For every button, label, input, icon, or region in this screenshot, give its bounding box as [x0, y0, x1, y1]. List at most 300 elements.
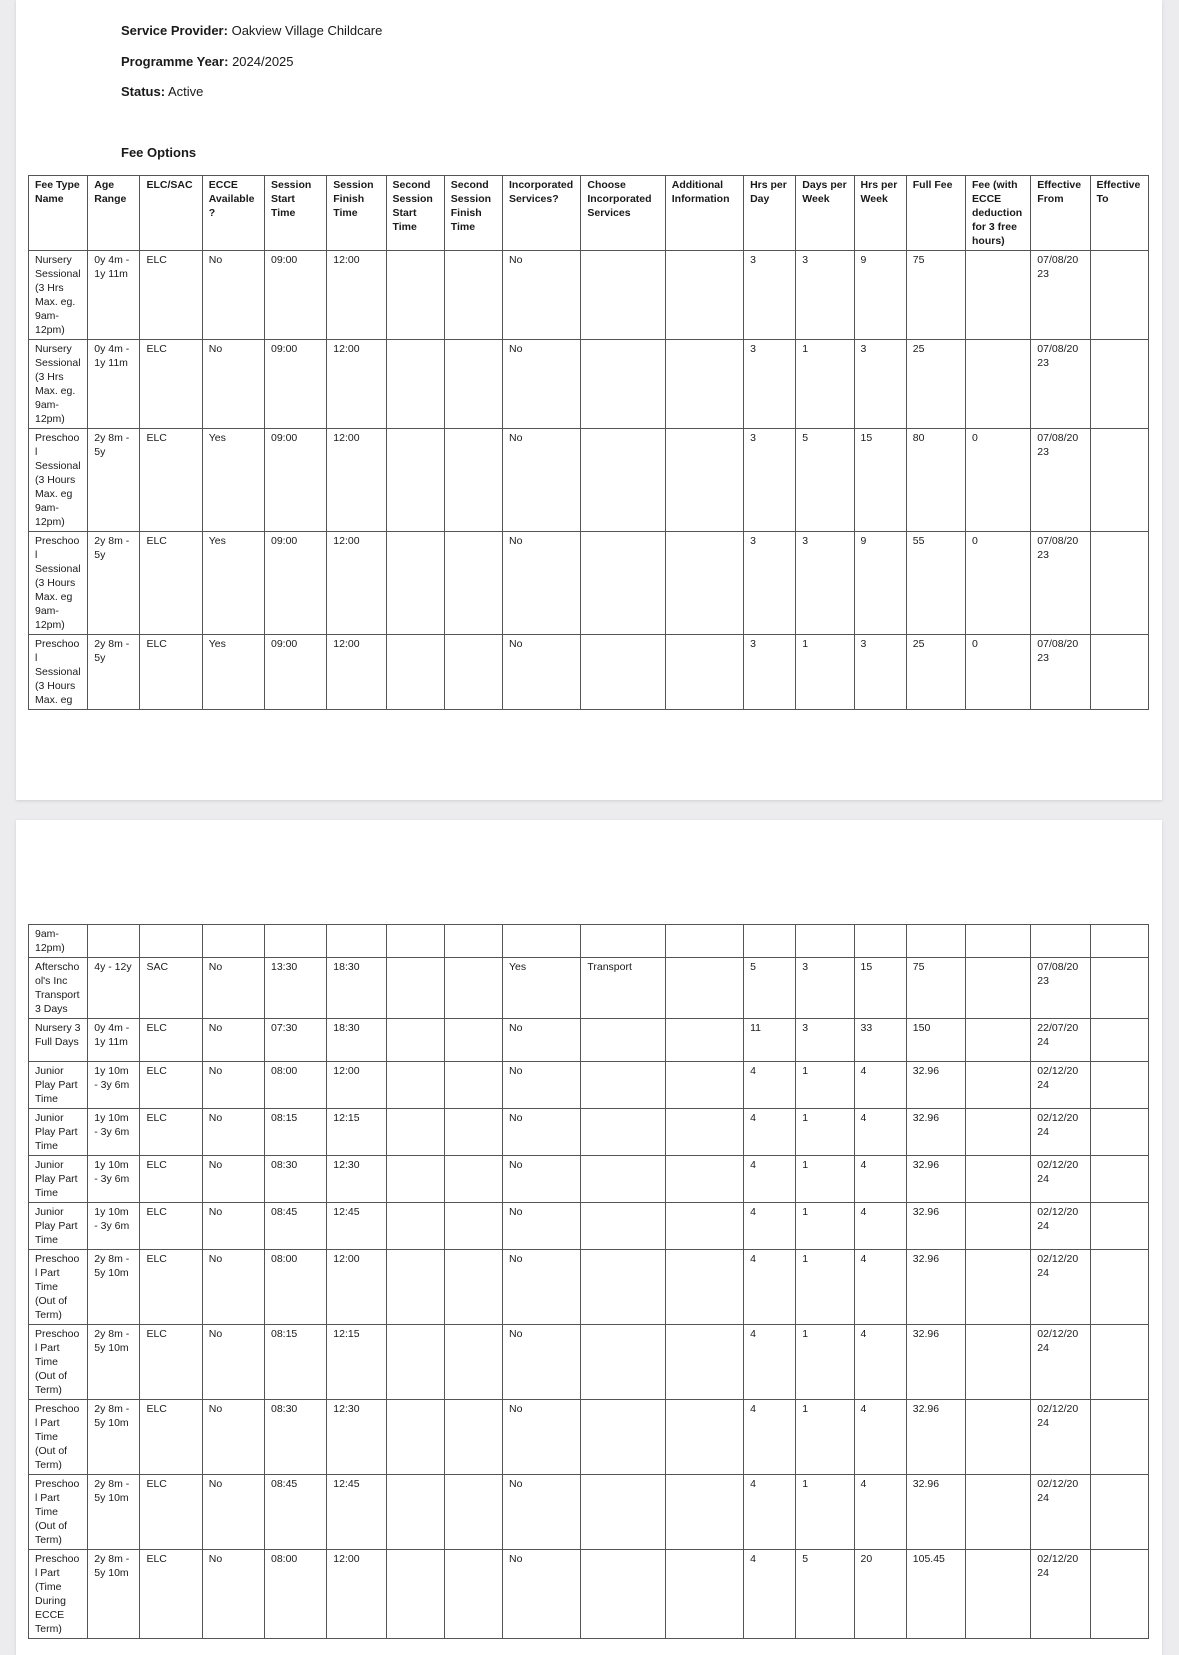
table-cell: No: [503, 251, 581, 340]
table-cell: [966, 1156, 1031, 1203]
table-cell: No: [202, 1400, 264, 1475]
table-cell: 32.96: [906, 1156, 965, 1203]
table-cell: 08:45: [265, 1475, 327, 1550]
table-cell: [444, 635, 502, 710]
table-cell: [327, 925, 386, 958]
table-cell: [665, 925, 743, 958]
table-cell: 1y 10m - 3y 6m: [88, 1203, 140, 1250]
table-cell: [1090, 1203, 1148, 1250]
table-cell: [966, 1475, 1031, 1550]
table-cell: 15: [854, 429, 906, 532]
column-header: Fee Type Name: [29, 176, 88, 251]
table-cell: 3: [796, 1019, 854, 1062]
table-cell: [444, 1203, 502, 1250]
table-cell: 1: [796, 340, 854, 429]
table-cell: 1y 10m - 3y 6m: [88, 1062, 140, 1109]
table-row: [29, 340, 1149, 429]
table-cell: No: [202, 1062, 264, 1109]
table-cell: [386, 1203, 444, 1250]
table-cell: 4: [744, 1400, 796, 1475]
table-cell: [581, 1550, 665, 1639]
table-cell: 1: [796, 1203, 854, 1250]
table-cell: [444, 1062, 502, 1109]
table-cell: 4: [744, 1325, 796, 1400]
table-row: [29, 1550, 1149, 1639]
table-cell: 25: [906, 635, 965, 710]
table-cell: 1: [796, 1400, 854, 1475]
table-cell: 13:30: [265, 958, 327, 1019]
table-cell: 0y 4m - 1y 11m: [88, 340, 140, 429]
column-header: ECCE Available ?: [202, 176, 264, 251]
column-header: Hrs per Week: [854, 176, 906, 251]
document-page-1: [16, 0, 1162, 800]
table-cell: [386, 1400, 444, 1475]
table-cell: 2y 8m - 5y: [88, 429, 140, 532]
table-cell: 32.96: [906, 1475, 965, 1550]
table-cell: 02/12/2024: [1031, 1550, 1090, 1639]
table-cell: 12:00: [327, 1062, 386, 1109]
table-cell: 2y 8m - 5y: [88, 532, 140, 635]
table-cell: ELC: [140, 532, 202, 635]
table-cell: 1y 10m - 3y 6m: [88, 1109, 140, 1156]
table-cell: [966, 1019, 1031, 1062]
table-cell: [966, 925, 1031, 958]
table-cell: 12:00: [327, 251, 386, 340]
table-cell: No: [503, 1325, 581, 1400]
table-cell: No: [503, 532, 581, 635]
table-cell: 0: [966, 532, 1031, 635]
service-provider-label: Service Provider:: [121, 23, 228, 38]
table-cell: [966, 1550, 1031, 1639]
table-cell: [444, 1475, 502, 1550]
table-cell: [1090, 1109, 1148, 1156]
table-cell: [444, 1250, 502, 1325]
table-cell: Nursery Sessional (3 Hrs Max. eg. 9am-12pm): [29, 340, 88, 429]
table-cell: 08:30: [265, 1156, 327, 1203]
fee-options-table-page-2: [28, 924, 1149, 1639]
table-row: [29, 1062, 1149, 1109]
column-header: Choose Incorporated Services: [581, 176, 665, 251]
table-cell: No: [503, 1156, 581, 1203]
table-cell: Nursery 3 Full Days: [29, 1019, 88, 1062]
table-cell: 12:00: [327, 1250, 386, 1325]
table-cell: No: [503, 1400, 581, 1475]
table-cell: No: [202, 1156, 264, 1203]
table-cell: [386, 251, 444, 340]
table-cell: [665, 1550, 743, 1639]
table-cell: 4: [744, 1062, 796, 1109]
table-cell: 12:30: [327, 1400, 386, 1475]
table-cell: [665, 1400, 743, 1475]
table-cell: [665, 1019, 743, 1062]
table-cell: [581, 340, 665, 429]
table-cell: [503, 925, 581, 958]
table-cell: No: [503, 1019, 581, 1062]
table-cell: 9: [854, 251, 906, 340]
column-header: Effective From: [1031, 176, 1090, 251]
table-cell: 1: [796, 635, 854, 710]
table-cell: 4: [854, 1109, 906, 1156]
table-cell: 105.45: [906, 1550, 965, 1639]
table-cell: 2y 8m - 5y 10m: [88, 1475, 140, 1550]
table-cell: 4: [854, 1250, 906, 1325]
table-cell: [854, 925, 906, 958]
table-cell: 09:00: [265, 532, 327, 635]
programme-year-line: [121, 54, 294, 69]
table-cell: 4: [854, 1325, 906, 1400]
table-cell: 3: [744, 251, 796, 340]
table-cell: [1090, 251, 1148, 340]
table-cell: 1: [796, 1109, 854, 1156]
table-cell: [386, 1250, 444, 1325]
table-cell: ELC: [140, 1062, 202, 1109]
table-cell: [966, 1400, 1031, 1475]
table-cell: [386, 925, 444, 958]
table-cell: [386, 1325, 444, 1400]
table-cell: [665, 1203, 743, 1250]
table-cell: Preschool Sessional (3 Hours Max. eg: [29, 635, 88, 710]
table-cell: [665, 1325, 743, 1400]
table-cell: 08:00: [265, 1062, 327, 1109]
table-cell: 32.96: [906, 1062, 965, 1109]
table-cell: [581, 1250, 665, 1325]
table-cell: 32.96: [906, 1250, 965, 1325]
table-cell: [966, 251, 1031, 340]
table-cell: 12:15: [327, 1109, 386, 1156]
table-cell: 09:00: [265, 340, 327, 429]
table-cell: 12:45: [327, 1203, 386, 1250]
table-cell: ELC: [140, 1400, 202, 1475]
table-cell: 02/12/2024: [1031, 1062, 1090, 1109]
table-cell: 3: [796, 532, 854, 635]
table-cell: 18:30: [327, 958, 386, 1019]
table-cell: [386, 1475, 444, 1550]
column-header: ELC/SAC: [140, 176, 202, 251]
table-cell: 0y 4m - 1y 11m: [88, 251, 140, 340]
table-cell: 25: [906, 340, 965, 429]
table-cell: [581, 1019, 665, 1062]
table-cell: No: [503, 1550, 581, 1639]
table-cell: [1090, 532, 1148, 635]
fee-options-table-page-1: [28, 175, 1149, 710]
table-cell: 3: [854, 635, 906, 710]
table-row: [29, 1019, 1149, 1062]
table-cell: 07/08/2023: [1031, 635, 1090, 710]
table-cell: [140, 925, 202, 958]
table-cell: 12:00: [327, 1550, 386, 1639]
table-cell: 0: [966, 429, 1031, 532]
table-cell: 08:00: [265, 1550, 327, 1639]
table-cell: No: [202, 251, 264, 340]
table-cell: 3: [744, 635, 796, 710]
table-cell: 3: [744, 429, 796, 532]
table-cell: [1090, 429, 1148, 532]
table-cell: [665, 1109, 743, 1156]
table-cell: ELC: [140, 1250, 202, 1325]
table-cell: No: [202, 340, 264, 429]
column-header: Days per Week: [796, 176, 854, 251]
table-cell: No: [202, 1550, 264, 1639]
table-cell: 02/12/2024: [1031, 1203, 1090, 1250]
table-cell: 1: [796, 1475, 854, 1550]
table-cell: [581, 1062, 665, 1109]
table-cell: [581, 925, 665, 958]
table-cell: [386, 1062, 444, 1109]
table-cell: 9: [854, 532, 906, 635]
table-cell: 08:15: [265, 1109, 327, 1156]
table-cell: [1090, 1400, 1148, 1475]
table-cell: 12:00: [327, 532, 386, 635]
table-cell: [444, 1019, 502, 1062]
table-cell: 08:15: [265, 1325, 327, 1400]
table-row: [29, 1325, 1149, 1400]
programme-year-label: Programme Year:: [121, 54, 229, 69]
table-cell: Junior Play Part Time: [29, 1156, 88, 1203]
table-cell: 11: [744, 1019, 796, 1062]
table-cell: [1090, 1062, 1148, 1109]
table-cell: [581, 1400, 665, 1475]
table-cell: 12:00: [327, 635, 386, 710]
table-cell: ELC: [140, 635, 202, 710]
table-cell: [444, 340, 502, 429]
table-cell: [444, 1325, 502, 1400]
table-cell: [202, 925, 264, 958]
table-cell: [665, 1250, 743, 1325]
column-header: Session Start Time: [265, 176, 327, 251]
table-cell: 07/08/2023: [1031, 532, 1090, 635]
table-cell: Preschool Part Time (Out of Term): [29, 1250, 88, 1325]
table-cell: 55: [906, 532, 965, 635]
table-cell: 4: [744, 1156, 796, 1203]
table-cell: [444, 925, 502, 958]
table-cell: 02/12/2024: [1031, 1475, 1090, 1550]
table-cell: [1090, 635, 1148, 710]
column-header: Incorporated Services?: [503, 176, 581, 251]
table-cell: 07/08/2023: [1031, 429, 1090, 532]
table-cell: 12:15: [327, 1325, 386, 1400]
table-cell: Preschool Part Time (Out of Term): [29, 1325, 88, 1400]
table-cell: 12:00: [327, 429, 386, 532]
table-row: [29, 532, 1149, 635]
table-cell: 2y 8m - 5y 10m: [88, 1550, 140, 1639]
table-cell: Transport: [581, 958, 665, 1019]
table-cell: [444, 958, 502, 1019]
table-cell: ELC: [140, 1156, 202, 1203]
table-cell: 5: [796, 1550, 854, 1639]
table-cell: 1: [796, 1062, 854, 1109]
table-cell: [1090, 1019, 1148, 1062]
table-cell: 5: [796, 429, 854, 532]
table-cell: 02/12/2024: [1031, 1109, 1090, 1156]
table-cell: [386, 532, 444, 635]
status-line: [121, 84, 203, 99]
column-header: Age Range: [88, 176, 140, 251]
table-cell: 75: [906, 251, 965, 340]
table-cell: 80: [906, 429, 965, 532]
table-cell: 4: [854, 1400, 906, 1475]
table-cell: [665, 1475, 743, 1550]
table-cell: Yes: [503, 958, 581, 1019]
table-cell: [966, 958, 1031, 1019]
table-cell: 2y 8m - 5y 10m: [88, 1325, 140, 1400]
document-page-2: [16, 820, 1162, 1655]
table-cell: 07:30: [265, 1019, 327, 1062]
table-cell: 12:00: [327, 340, 386, 429]
table-cell: 75: [906, 958, 965, 1019]
table-cell: 09:00: [265, 429, 327, 532]
table-cell: Preschool Part (Time During ECCE Term): [29, 1550, 88, 1639]
table-cell: ELC: [140, 251, 202, 340]
table-header-row: [29, 176, 1149, 251]
column-header: Hrs per Day: [744, 176, 796, 251]
table-cell: [581, 1325, 665, 1400]
table-cell: [444, 1400, 502, 1475]
table-cell: 20: [854, 1550, 906, 1639]
table-cell: [386, 958, 444, 1019]
table-cell: No: [503, 635, 581, 710]
table-cell: Yes: [202, 532, 264, 635]
table-cell: [581, 635, 665, 710]
table-cell: [581, 532, 665, 635]
table-cell: 3: [854, 340, 906, 429]
table-cell: 12:45: [327, 1475, 386, 1550]
table-cell: Preschool Part Time (Out of Term): [29, 1475, 88, 1550]
table-cell: [581, 251, 665, 340]
table-cell: [581, 1109, 665, 1156]
table-row: [29, 429, 1149, 532]
table-cell: 4: [744, 1550, 796, 1639]
table-cell: 150: [906, 1019, 965, 1062]
table-cell: 07/08/2023: [1031, 251, 1090, 340]
table-cell: [386, 1550, 444, 1639]
table-cell: SAC: [140, 958, 202, 1019]
table-cell: 18:30: [327, 1019, 386, 1062]
table-cell: 4: [744, 1250, 796, 1325]
table-cell: 0: [966, 635, 1031, 710]
table-cell: 32.96: [906, 1203, 965, 1250]
table-cell: 3: [796, 958, 854, 1019]
table-cell: [665, 1156, 743, 1203]
table-cell: 09:00: [265, 251, 327, 340]
table-cell: [1090, 1250, 1148, 1325]
table-cell: [744, 925, 796, 958]
table-cell: Yes: [202, 635, 264, 710]
table-cell: [1090, 1475, 1148, 1550]
column-header: Second Session Finish Time: [444, 176, 502, 251]
table-cell: [966, 1250, 1031, 1325]
table-cell: 22/07/2024: [1031, 1019, 1090, 1062]
table-cell: [966, 1325, 1031, 1400]
table-cell: [444, 1156, 502, 1203]
table-cell: [1090, 340, 1148, 429]
programme-year-value: 2024/2025: [232, 54, 294, 69]
table-cell: ELC: [140, 1325, 202, 1400]
service-provider-line: [121, 23, 382, 38]
table-cell: Afterschool's Inc Transport 3 Days: [29, 958, 88, 1019]
table-cell: 4: [744, 1109, 796, 1156]
table-row: [29, 1156, 1149, 1203]
table-row: [29, 1109, 1149, 1156]
table-cell: [386, 1019, 444, 1062]
table-cell: [1090, 1550, 1148, 1639]
table-cell: ELC: [140, 1109, 202, 1156]
table-cell: No: [503, 1062, 581, 1109]
table-cell: 4: [854, 1156, 906, 1203]
table-cell: 4: [854, 1062, 906, 1109]
column-header: Session Finish Time: [327, 176, 386, 251]
table-cell: 02/12/2024: [1031, 1400, 1090, 1475]
table-cell: No: [503, 340, 581, 429]
table-cell: ELC: [140, 1475, 202, 1550]
table-cell: 07/08/2023: [1031, 340, 1090, 429]
table-cell: [88, 925, 140, 958]
table-cell: [966, 340, 1031, 429]
table-cell: 32.96: [906, 1325, 965, 1400]
table-cell: No: [503, 1109, 581, 1156]
table-cell: [265, 925, 327, 958]
table-cell: 08:45: [265, 1203, 327, 1250]
table-cell: 07/08/2023: [1031, 958, 1090, 1019]
table-cell: [581, 1475, 665, 1550]
table-cell: 4: [744, 1475, 796, 1550]
table-cell: [444, 251, 502, 340]
table-row: [29, 1250, 1149, 1325]
table-cell: 02/12/2024: [1031, 1325, 1090, 1400]
table-cell: Preschool Sessional (3 Hours Max. eg 9am-12pm): [29, 532, 88, 635]
table-row: [29, 635, 1149, 710]
table-cell: Junior Play Part Time: [29, 1203, 88, 1250]
table-cell: ELC: [140, 1550, 202, 1639]
table-cell: No: [202, 1019, 264, 1062]
table-cell: 3: [744, 340, 796, 429]
table-cell: [966, 1062, 1031, 1109]
table-cell: [444, 1109, 502, 1156]
table-cell: [581, 429, 665, 532]
table-cell: 0y 4m - 1y 11m: [88, 1019, 140, 1062]
table-cell: Junior Play Part Time: [29, 1062, 88, 1109]
fee-options-title: Fee Options: [121, 145, 197, 160]
table-cell: 1: [796, 1325, 854, 1400]
table-cell: 9am-12pm): [29, 925, 88, 958]
table-cell: No: [202, 958, 264, 1019]
table-cell: [665, 429, 743, 532]
table-cell: [444, 532, 502, 635]
table-cell: [1090, 1325, 1148, 1400]
table-cell: 02/12/2024: [1031, 1156, 1090, 1203]
table-cell: 1: [796, 1250, 854, 1325]
table-cell: No: [202, 1250, 264, 1325]
table-row: [29, 251, 1149, 340]
table-cell: ELC: [140, 1203, 202, 1250]
table-row: [29, 1400, 1149, 1475]
column-header: Effective To: [1090, 176, 1148, 251]
table-cell: 2y 8m - 5y 10m: [88, 1250, 140, 1325]
table-cell: No: [503, 1475, 581, 1550]
table-cell: 3: [744, 532, 796, 635]
table-cell: [665, 251, 743, 340]
table-cell: 08:00: [265, 1250, 327, 1325]
table-cell: 4y - 12y: [88, 958, 140, 1019]
table-row: [29, 1203, 1149, 1250]
table-cell: [665, 340, 743, 429]
table-cell: [906, 925, 965, 958]
column-header: Fee (with ECCE deduction for 3 free hours): [966, 176, 1031, 251]
service-provider-value: Oakview Village Childcare: [231, 23, 383, 38]
table-cell: No: [503, 429, 581, 532]
table-cell: No: [202, 1325, 264, 1400]
table-cell: [966, 1109, 1031, 1156]
table-cell: [444, 429, 502, 532]
